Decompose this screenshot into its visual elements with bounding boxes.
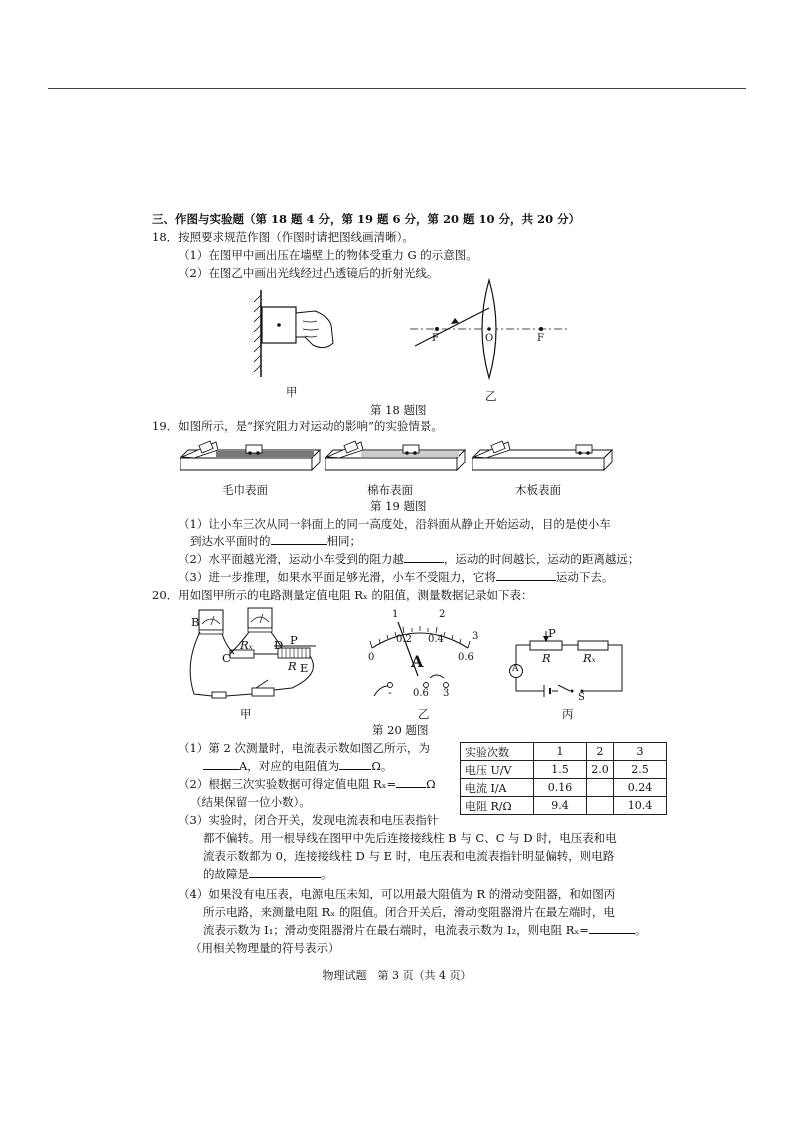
table-row	[461, 761, 667, 779]
q19-surface-towel: 毛巾表面	[222, 483, 268, 497]
table-cell: 2.5	[614, 761, 667, 779]
q20-meter-terminal-06: 0.6	[413, 688, 429, 699]
q20-part3-line2: 都不偏转。用一根导线在图甲中先后连接接线柱 B 与 C、C 与 D 时，电压表和电	[203, 831, 617, 845]
q20-blank-rx-formula[interactable]	[589, 922, 635, 934]
q20-jia-label-B: B	[191, 615, 200, 629]
table-header-row	[461, 743, 667, 761]
page-footer: 物理试题 第 3 页（共 4 页）	[322, 969, 472, 982]
q20-part4-line2: 所示电路，来测量电阻 Rₓ 的阻值。闭合开关后，滑动变阻器滑片在最左端时，电	[203, 905, 615, 919]
q20-bing-label-P: P	[548, 626, 556, 640]
q20-part4-line3: 流表示数为 I₁；滑动变阻器滑片在最右端时，电流表示数为 I₂，则电阻 Rₓ= 。	[203, 923, 647, 937]
q20-jia-label-D: D	[274, 638, 284, 652]
table-cell: 电阻 R/Ω	[461, 797, 534, 815]
table-header-cell: 实验次数	[461, 743, 534, 761]
q20-meter-top-tick-2: 2	[439, 609, 446, 620]
q20-meter-bottom-tick-02: 0.2	[396, 634, 412, 645]
table-header-cell: 1	[534, 743, 587, 761]
q20-meter-top-tick-1: 1	[392, 609, 399, 620]
section-heading: 三、作图与实验题（第 18 题 4 分，第 19 题 6 分，第 20 题 10 分，共 20 分）	[152, 212, 581, 226]
q18-optical-center: O	[485, 333, 494, 344]
q20-figure-bing-label: 丙	[562, 707, 574, 721]
q20-part1-line1: （1）第 2 次测量时，电流表示数如图乙所示，为	[178, 741, 430, 755]
q20-jia-label-Rx: Rₓ	[240, 638, 253, 652]
table-cell: 10.4	[614, 797, 667, 815]
q20-meter-terminal-3: 3	[443, 688, 450, 699]
q20-part3-line4: 的故障是 。	[203, 867, 333, 881]
q20-meter-terminal-neg: -	[388, 686, 392, 699]
table-cell: 0.16	[534, 779, 587, 797]
q20-jia-label-E: E	[300, 661, 309, 675]
q19-part2: （2）水平面越光滑，运动小车受到的阻力越 ，运动的时间越长，运动的距离越远；	[178, 552, 640, 566]
q20-meter-bottom-tick-04: 0.4	[428, 634, 444, 645]
q20-part1-line2: A，对应的电阻值为 Ω。	[203, 758, 392, 774]
table-cell	[587, 779, 614, 797]
q19-blank-3[interactable]	[496, 569, 556, 581]
q19-figure-cotton	[325, 440, 475, 478]
q20-figure-jia-label: 甲	[240, 707, 252, 721]
q20-bing-label-Rx: Rₓ	[583, 651, 596, 665]
q18-focus-right: F	[537, 333, 544, 344]
q18-stem: 18．按照要求规范作图（作图时请把图线画清晰）。	[152, 230, 414, 244]
q20-meter-unit: A	[411, 652, 424, 671]
q19-part1-line2: 到达水平面时的 相同；	[190, 534, 361, 548]
q18-figure-jia	[245, 285, 355, 380]
q18-label-jia: 甲	[286, 385, 298, 399]
q18-focus-left: F	[432, 333, 439, 344]
table-cell	[587, 797, 614, 815]
q20-blank-resistance[interactable]	[339, 758, 371, 770]
table-cell: 0.24	[614, 779, 667, 797]
header-rule	[48, 88, 746, 89]
q20-part2-line1: （2）根据三次实验数据可得定值电阻 Rₓ= Ω	[178, 777, 436, 791]
q19-surface-cotton: 棉布表面	[367, 483, 413, 497]
table-cell: 2.0	[587, 761, 614, 779]
q20-figure-meter-label: 乙	[418, 707, 430, 721]
table-header-cell: 3	[614, 743, 667, 761]
q20-stem: 20．用如图甲所示的电路测量定值电阻 Rₓ 的阻值，测量数据记录如下表：	[152, 588, 533, 602]
q20-part2-line2: （结果保留一位小数）。	[190, 795, 311, 809]
table-cell: 电压 U/V	[461, 761, 534, 779]
q19-blank-1[interactable]	[271, 533, 327, 545]
q20-part3-line1: （3）实验时，闭合开关，发现电流表和电压表指针	[178, 813, 439, 827]
q20-part3-line3: 流表示数都为 0，连接接线柱 D 与 E 时，电压表和电流表指针明显偏转，则电路	[203, 849, 615, 863]
q18-label-yi: 乙	[485, 389, 497, 403]
q20-blank-rx[interactable]	[396, 776, 426, 788]
table-cell: 1.5	[534, 761, 587, 779]
q20-jia-label-P: P	[290, 633, 298, 647]
q20-meter-top-tick-3: 3	[472, 631, 479, 642]
q20-jia-label-C: C	[222, 651, 231, 665]
q20-data-table	[460, 742, 667, 815]
q18-part2: （2）在图乙中画出光线经过凸透镜后的折射光线。	[178, 266, 439, 280]
q20-part4-line1: （4）如果没有电压表，电源电压未知，可以用最大阻值为 R 的滑动变阻器，和如图丙	[178, 887, 616, 901]
q19-stem: 19．如图所示，是“探究阻力对运动的影响”的实验情景。	[152, 419, 443, 433]
q20-bing-ammeter: A	[512, 664, 519, 674]
table-cell: 电流 I/A	[461, 779, 534, 797]
q19-surface-wood: 木板表面	[515, 483, 561, 497]
q20-jia-label-R: R	[288, 659, 297, 673]
q20-bing-label-R: R	[542, 651, 551, 665]
q20-figure-bing	[500, 625, 630, 705]
table-row	[461, 797, 667, 815]
q20-caption: 第 20 题图	[372, 723, 429, 737]
q19-part3: （3）进一步推理，如果水平面足够光滑，小车不受阻力，它将 运动下去。	[178, 570, 614, 584]
q20-part4-line4: （用相关物理量的符号表示）	[190, 941, 340, 955]
q20-figure-jia	[182, 604, 332, 704]
table-row	[461, 779, 667, 797]
q19-caption: 第 19 题图	[370, 499, 427, 513]
q20-blank-fault[interactable]	[249, 866, 321, 878]
q20-meter-bottom-tick-0: 0	[368, 652, 375, 663]
q19-blank-2[interactable]	[404, 551, 444, 563]
q19-part1-line1: （1）让小车三次从同一斜面上的同一高度处，沿斜面从静止开始运动，目的是使小车	[178, 517, 611, 531]
q20-meter-bottom-tick-06: 0.6	[458, 652, 474, 663]
q19-figure-towel	[180, 440, 330, 478]
table-header-cell: 2	[587, 743, 614, 761]
q18-caption: 第 18 题图	[370, 403, 427, 417]
q20-bing-switch: S	[578, 692, 585, 703]
q18-part1: （1）在图甲中画出压在墙壁上的物体受重力 G 的示意图。	[178, 248, 478, 262]
q20-blank-current[interactable]	[203, 758, 239, 770]
table-cell: 9.4	[534, 797, 587, 815]
q19-figure-wood	[472, 440, 622, 478]
